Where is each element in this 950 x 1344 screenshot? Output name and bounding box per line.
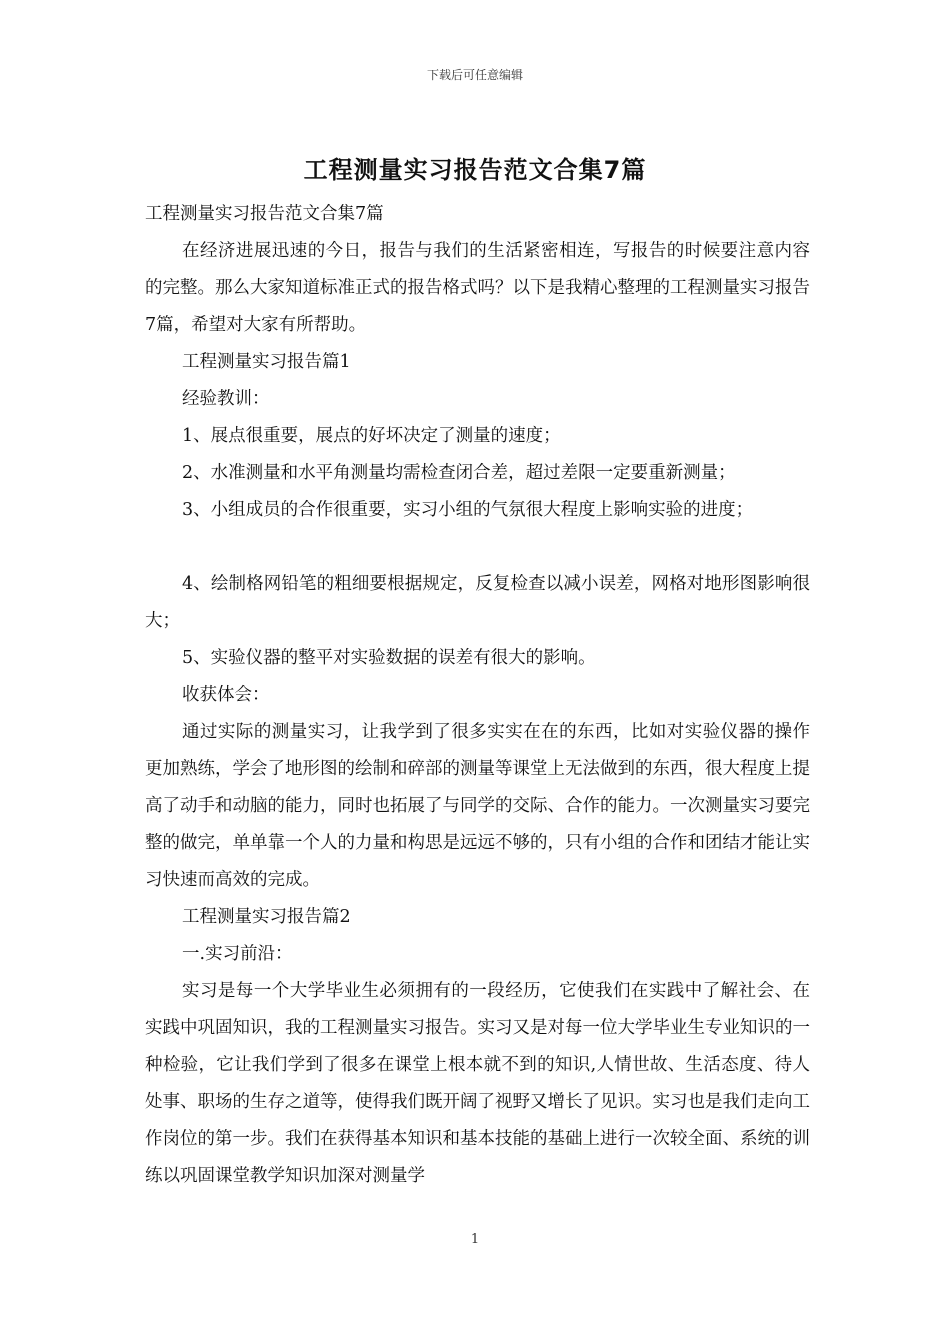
subheading: 一.实习前沿： <box>182 944 293 964</box>
list-item: 5、实验仪器的整平对实验数据的误差有很大的影响。 <box>182 648 596 668</box>
body-paragraph: 通过实际的测量实习，让我学到了很多实实在在的东西，比如对实验仪器的操作更加熟练，学会了地形图的绘制和碎部的测量等课堂上无法做到的东西，很大程度上提高了动手和动脑的能力，同时也拓展了与同学的交际、合作的能力。一次测量实习要完整的做完，单单靠一个人的力量和构思是远远不够的，只有小组的合作和团结才能让实习快速而高效的完成。 <box>145 722 810 890</box>
page-number: 1 <box>470 1232 480 1247</box>
subheading: 收获体会： <box>182 685 270 705</box>
list-item: 1、展点很重要，展点的好坏决定了测量的速度； <box>182 426 561 446</box>
subheading: 经验教训： <box>182 389 270 409</box>
document-body <box>145 196 810 1195</box>
list-item: 2、水准测量和水平角测量均需检查闭合差，超过差限一定要重新测量； <box>182 463 736 483</box>
document-title: 工程测量实习报告范文合集7篇 <box>303 156 647 184</box>
body-paragraph: 实习是每一个大学毕业生必须拥有的一段经历，它使我们在实践中了解社会、在实践中巩固知识，我的工程测量实习报告。实习又是对每一位大学毕业生专业知识的一种检验，它让我们学到了很多在课堂上根本就不到的知识,人情世故、生活态度、待人处事、职场的生存之道等，使得我们既开阔了视野又增长了见识。实习也是我们走向工作岗位的第一步。我们在获得基本知识和基本技能的基础上进行一次较全面、系统的训练以巩固课堂教学知识加深对测量学 <box>145 981 810 1186</box>
section-heading: 工程测量实习报告篇1 <box>182 352 351 372</box>
document-subtitle: 工程测量实习报告范文合集7篇 <box>145 204 384 224</box>
page-header-note: 下载后可任意编辑 <box>426 68 523 82</box>
intro-paragraph: 在经济进展迅速的今日，报告与我们的生活紧密相连，写报告的时候要注意内容的完整。那么大家知道标准正式的报告格式吗？以下是我精心整理的工程测量实习报告7篇，希望对大家有所帮助。 <box>145 241 810 335</box>
section-heading: 工程测量实习报告篇2 <box>182 907 351 927</box>
paragraph-spacer <box>145 529 810 566</box>
list-item: 4、绘制格网铅笔的粗细要根据规定，反复检查以减小误差，网格对地形图影响很大； <box>145 574 810 631</box>
list-item: 3、小组成员的合作很重要，实习小组的气氛很大程度上影响实验的进度； <box>182 500 754 520</box>
